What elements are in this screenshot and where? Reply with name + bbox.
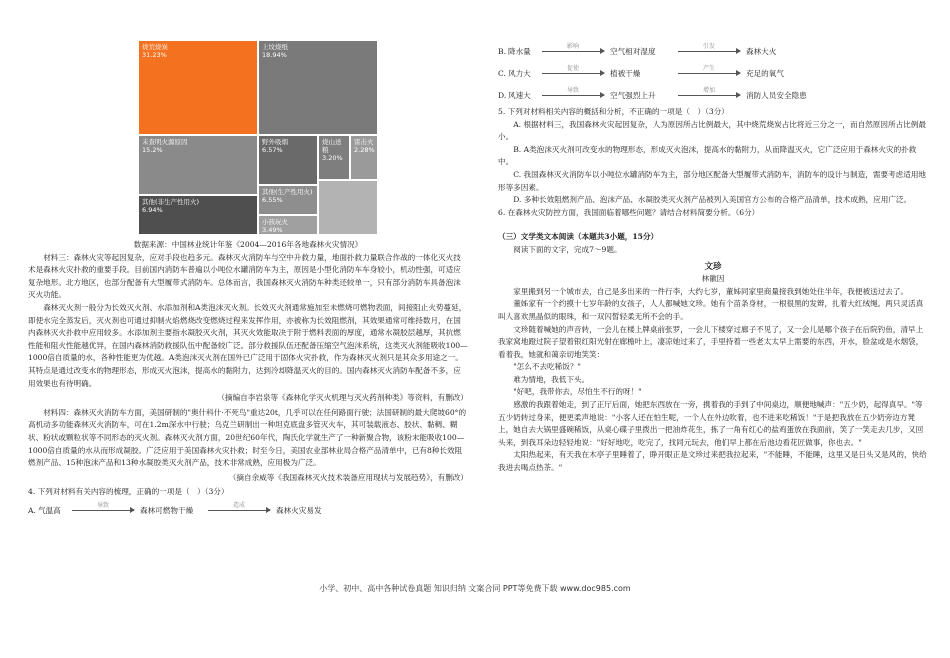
q5-option-a: A. 根据材料三，我国森林火灾起因复杂，人为原因所占比例最大，其中烧荒烧炭占比将近三分之一，而自然原因所占比例最小。 xyxy=(498,119,926,142)
material-4: 材料四：森林灭火消防车方面，美国研制的"奥什科什·不死鸟"重达20t，几乎可以在任何路面行驶；法国研制的最大爬坡60°的高机动多功能森林灭火消防车，可在1.2m深水中行驶；乌克兰研制出一种坦克底盘多管灭火车，其可装载液态、胶状、黏稠、糊状、粉状或颗粒状等不同形态的灭火剂。森林灭火剂方面，20世纪60年代，陶氏化学就生产了一种新聚合物，该粉末能吸收100—1000倍自质量的水从而形成凝胶。广泛应用于美国森林火灾扑救；时至今日，美国农业部林业局合格产品清单中，已有8种长效阻燃剂产品、15种泡沫产品和13种水凝胶类灭火剂产品，技术非常成熟，应用极为广泛。 xyxy=(28,407,467,468)
chart-cell-xiaohai: 小孩玩火 3.49% xyxy=(258,215,318,235)
question-5: 5. 下列对材料相关内容的概括和分析，不正确的一项是（ ）（3分） xyxy=(498,107,729,116)
section-3-heading: （三）文学类文本阅读（本题共3小题，15分） xyxy=(498,232,659,242)
arrow-icon: 产生 xyxy=(678,73,740,74)
arrow-icon: 引发 xyxy=(678,51,740,52)
chart-cell-other-nonprod: 其他(非生产性用火) 6.94% xyxy=(138,195,258,235)
reading-intro: 阅读下面的文字，完成7～9题。 xyxy=(513,244,622,254)
story-paragraph: "怎么不去吃稀饭？" xyxy=(513,362,581,372)
chart-cell-other-prod: 其他(生产性用火) 6.55% xyxy=(258,185,318,215)
source-4: （摘自余威等《我国森林灭火技术装备应用现状与发展趋势》，有删改） xyxy=(228,472,468,482)
page-footer: 小学、初中、高中各种试卷真题 知识归纳 文案合同 PPT等免费下载 www.doc985.com xyxy=(319,584,631,593)
option-b: B. 降水量 影响 空气相对湿度 引发 森林大火 xyxy=(498,43,777,56)
story-paragraph: 感激的我跟着她走，到了正厅后面，她把东西放在一旁，携着我的手到了中间桌边，顺便地喊声："五少奶，起得真早。"等五少奶转过身来，便更柔声地说："小客人还在怕生呢，一个人在外边吹着，也不进来吃稀饭！"于是把我放在五少奶旁边方凳上，她自去大锅里盛碗稀饭，从桌心碟子里拨出一把油炸花生，拣了一角有红心的盐鸡蛋放在我面前，笑了一笑走去几步，又回头来，到我耳朵边轻轻地说："好好地吃，吃完了，找同元玩去，他们早上都在后池边看花匠做事，你也去。" xyxy=(498,400,924,447)
arrow-icon: 导致 xyxy=(542,95,604,96)
question-4: 4. 下列对材料有关内容的梳理，正确的一项是（ ）（3分） xyxy=(28,487,229,497)
chart-cell-leiji: 雷击火 2.28% xyxy=(350,135,378,180)
q5-option-d: D. 多种长效阻燃剂产品、泡沫产品、水凝胶类灭火剂产品被列入美国官方公布的合格产品清单，技术成熟，应用广泛。 xyxy=(513,195,912,205)
chart-caption: 数据来源：中国林业统计年鉴《2004—2016年各地森林火灾情况》 xyxy=(133,240,363,249)
story-title: 文珍 xyxy=(704,261,722,272)
story-paragraph: 难为情地，我低下头。 xyxy=(513,374,590,384)
arrow-icon: 导致 xyxy=(72,510,134,511)
chart-cell-small xyxy=(318,180,378,235)
material-3: 材料三：森林火灾等起因复杂，应对手段也趋多元。森林灭火消防车与空中升救力量，地面扑救力量联合作战的一体化灭火技术是森林火灾扑救的重要手段。目前国内消防车普遍以小吨位水罐消防车为主，原因是小型化消防车车身较小，机动性强，可适应复杂地形。北方地区，也部分配备有大型履带式消防车。总体而言，我国森林灭火消防车种类还较单一，只有部分消防车具备泡沫灭火功能。 xyxy=(28,252,461,300)
chart-cell-shangfen: 上坟烧纸 18.94% xyxy=(258,40,378,135)
story-paragraph: 家里搬到另一个城市去，自己是多出来的一件行李，大约七岁，董姊同家里商量接我到她处住半年，我便被送过去了。 xyxy=(513,286,909,296)
story-paragraph: 太阳热起来，有天我在木亭子里睡着了，睁开眼正是文珍过来把我拉起来，"不能睡，不能睡，这里又是日头又是风的，快给我进去喝点热茶。" xyxy=(498,450,927,473)
arrow-icon: 影响 xyxy=(542,51,604,52)
material-3-extinguishers: 森林灭火剂一般分为长效灭火剂、水添加剂和A类泡沫灭火剂。长效灭火剂通常施加至未燃烧可燃物表面，间接阻止火势蔓延，即使水完全蒸发后，灭火剂也可通过抑制火焰燃烧改变燃烧过程来发挥作用，亦被称为长效阻燃剂，其效果通常可维持数月，在国内森林灭火扑救中应用较多。水添加剂主要指水凝胶灭火剂，其灭火效能取决于附于燃料表面的厚度，通常水凝胶层越厚，其抗燃性能和阻火性能越优异，在国内森林消防救援队伍中配备较广泛。部分救援队伍还配备压缩空气泡沫系统，这类灭火剂能吸收100—1000倍自质量的水，各种性能更为优越。A类泡沫灭火剂在国外已广泛用于固体火灾扑救，作为森林灭火剂只是其众多用途之一。其特点是通过改变水的物理形态，形成灭火泡沫，提高水的黏附力，达到冷却降温灭火的目的。国内森林灭火消防车配备不多，应用效果也有待明确。 xyxy=(28,302,468,388)
story-paragraph: 董姊家有一个约摸十七岁年龄的女孩子，人人都喊她文珍。她有个苗条身材，一根很黑的发辫，扎着大红绒绳。两只灵活真叫人喜欢黑晶似的眼珠，和一双闪皙轻柔无所不会的手。 xyxy=(498,299,924,321)
q5-option-b: B. A类泡沫灭火剂可改变水的物理形态，形成灭火泡沫，提高水的黏附力，从而降温灭火，它广泛应用于森林火灾的扑救中。 xyxy=(498,144,917,167)
option-a: A. 气温高 导致 森林可燃物干燥 造成 森林火灾易发 xyxy=(28,501,322,515)
chart-cell-yewai: 野外吸烟 6.57% xyxy=(258,135,318,185)
story-paragraph: "好吧，我带你去，尽怕生不行的呀！" xyxy=(513,387,642,397)
arrow-icon: 促使 xyxy=(542,73,604,74)
source-3: （摘编自李岩泉等《森林化学灭火机理与灭火药剂种类》等资料，有删改） xyxy=(217,393,468,403)
treemap-chart xyxy=(138,40,378,235)
option-c: C. 风力大 促使 植被干燥 产生 充足的氧气 xyxy=(498,65,784,78)
arrow-icon: 造成 xyxy=(208,510,270,511)
question-6: 6. 在森林火灾防控方面，我国面临着哪些问题？请结合材料简要分析。（6分） xyxy=(498,207,760,217)
q5-option-c: C. 我国森林灭火消防车以小吨位水罐消防车为主，部分地区配备大型履带式消防车，消防车的设计与制造，需要考虑适用地形等多因素。 xyxy=(498,169,927,192)
left-column xyxy=(28,40,468,521)
option-d: D. 风速大 导致 空气强烈上升 增加 消防人员安全隐患 xyxy=(498,87,807,100)
story-author: 林徽因 xyxy=(701,274,725,284)
chart-cell-weichaming: 未查明火源原因 15.2% xyxy=(138,135,258,195)
chart-cell-shaohuang: 烧荒烧炭 31.23% xyxy=(138,40,258,135)
right-column xyxy=(498,40,928,475)
arrow-icon: 增加 xyxy=(678,95,740,96)
story-paragraph: 文珍随着喊她的声音转，一会儿在楼上牌桌前张罗，一会儿下楼穿过廊子不见了，又一会儿是哪个孩子在后院钓鱼，清早上我家窝地蹬过院子望着银红阳光射在廊檐叶上，凄凉她过来了，手里持着一些老太太早上需要的东西，开水，脸盆或是水烟袋，看着我，她就和蔼亲切地笑笑： xyxy=(498,324,924,359)
chart-cell-shaoshan: 烧山送粮 3.20% xyxy=(318,135,350,180)
